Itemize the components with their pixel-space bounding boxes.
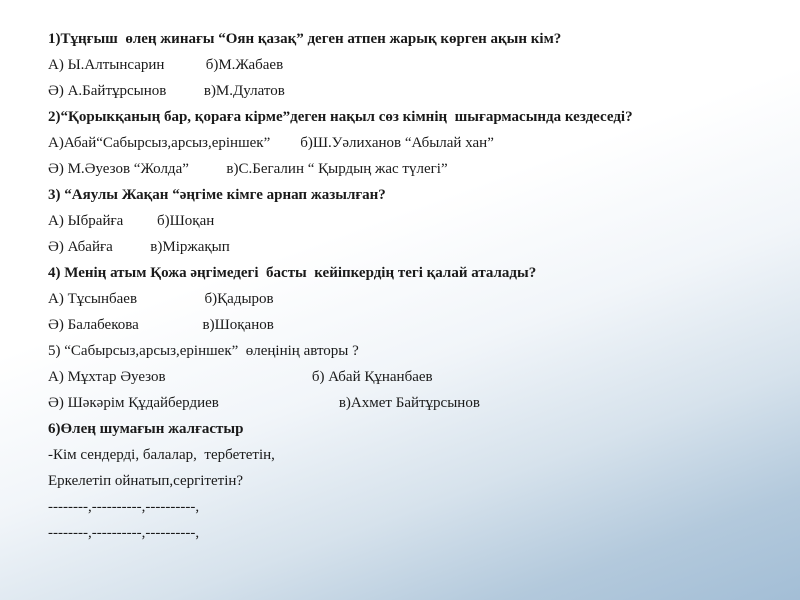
question-2-options-a: А)Абай“Сабырсыз,арсыз,еріншек” б)Ш.Уәлиханов “Абылай хан” xyxy=(48,135,494,151)
question-5-options-a: А) Мұхтар Әуезов б) Абай Құнанбаев xyxy=(48,369,433,385)
question-3-options-a: А) Ыбрайға б)Шоқан xyxy=(48,213,215,229)
question-1-options-a: А) Ы.Алтынсарин б)М.Жабаев xyxy=(48,57,284,73)
blank-line-2: --------,----------,----------, xyxy=(48,525,200,541)
blank-line-1: --------,----------,----------, xyxy=(48,499,200,515)
question-4-options-b: Ә) Балабекова в)Шоқанов xyxy=(48,317,274,333)
question-6: 6)Өлең шумағын жалғастыр xyxy=(48,421,244,437)
question-1-options-b: Ә) А.Байтұрсынов в)М.Дулатов xyxy=(48,83,285,99)
question-2-options-b: Ә) М.Әуезов “Жолда” в)С.Бегалин “ Қырдың жас түлегі” xyxy=(48,161,448,177)
question-2: 2)“Қорыкқаның бар, қораға кірме”деген нақыл сөз кімнің шығармасында кездеседі? xyxy=(48,109,633,125)
poem-line-1: -Кім сендерді, балалар, тербететін, xyxy=(48,447,275,463)
question-3-options-b: Ә) Абайға в)Міржақып xyxy=(48,239,230,255)
question-5-options-b: Ә) Шәкәрім Құдайбердиев в)Ахмет Байтұрсынов xyxy=(48,395,480,411)
question-4: 4) Менің атым Қожа әңгімедегі басты кейіпкердің тегі қалай аталады? xyxy=(48,265,537,281)
poem-line-2: Еркелетіп ойнатып,сергітетін? xyxy=(48,473,244,489)
question-4-options-a: А) Тұсынбаев б)Қадыров xyxy=(48,291,274,307)
question-1: 1)Тұңғыш өлең жинағы “Оян қазақ” деген атпен жарық көрген ақын кім? xyxy=(48,31,562,47)
question-3: 3) “Аяулы Жақан “әңгіме кімге арнап жазылған? xyxy=(48,187,386,203)
question-5: 5) “Сабырсыз,арсыз,еріншек” өлеңінің авторы ? xyxy=(48,343,359,359)
